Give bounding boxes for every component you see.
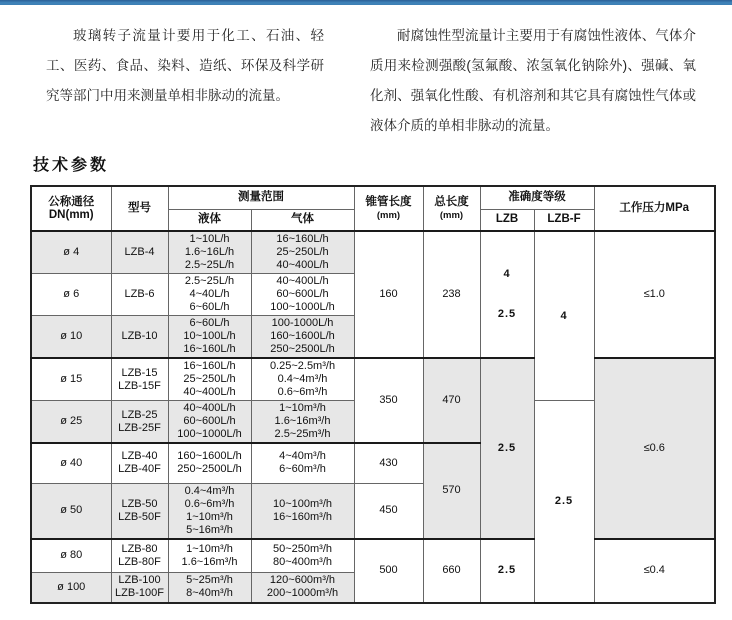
cell-liquid: 0.4~4m³/h 0.6~6m³/h 1~10m³/h 5~16m³/h — [168, 483, 251, 539]
cell-liquid: 40~400L/h 60~600L/h 100~1000L/h — [168, 401, 251, 444]
col-header-cone-unit: (mm) — [376, 209, 401, 221]
cell-liquid: 16~160L/h 25~250L/h 40~400L/h — [168, 358, 251, 401]
cell-total-length: 470 — [423, 358, 480, 443]
cell-dn: ø 50 — [31, 483, 111, 539]
cell-cone-length: 160 — [354, 231, 423, 358]
cell-dn: ø 25 — [31, 401, 111, 444]
intro-section — [0, 5, 732, 141]
table-row — [31, 539, 715, 573]
cell-gas: 4~40m³/h 6~60m³/h — [251, 443, 354, 483]
cell-gas: 100-1000L/h 160~1600L/h 250~2500L/h — [251, 316, 354, 359]
cell-pressure: ≤0.6 — [594, 358, 715, 539]
cell-gas: 16~160L/h 25~250L/h 40~400L/h — [251, 231, 354, 274]
cell-dn: ø 40 — [31, 443, 111, 483]
col-header-total-label: 总长度 — [434, 195, 469, 208]
cell-pressure: ≤1.0 — [594, 231, 715, 358]
col-header-accuracy: 准确度等级 — [480, 186, 594, 209]
cell-model: LZB-6 — [111, 274, 168, 316]
col-header-gas: 气体 — [251, 209, 354, 231]
intro-paragraph-right: 耐腐蚀性型流量计主要用于有腐蚀性液体、气体介质用来检测强酸(氢氟酸、浓氢氧化钠除外)、强碱、氧化剂、强氧化性酸、有机溶剂和其它具有腐蚀性气体或液体介质的单相非脉动的流量。 — [370, 28, 696, 133]
cell-gas: 120~600m³/h 200~1000m³/h — [251, 573, 354, 603]
cell-dn: ø 80 — [31, 539, 111, 573]
cell-gas: 50~250m³/h 80~400m³/h — [251, 539, 354, 573]
cell-liquid: 1~10L/h 1.6~16L/h 2.5~25L/h — [168, 231, 251, 274]
cell-model: LZB-80 LZB-80F — [111, 539, 168, 573]
cell-model: LZB-15 LZB-15F — [111, 358, 168, 401]
cell-liquid: 2.5~25L/h 4~40L/h 6~60L/h — [168, 274, 251, 316]
cell-cone-length: 500 — [354, 539, 423, 603]
cell-cone-length: 450 — [354, 483, 423, 539]
col-header-cone-label: 锥管长度 — [365, 195, 412, 208]
cell-model: LZB-4 — [111, 231, 168, 274]
cell-dn: ø 4 — [31, 231, 111, 274]
cell-pressure: ≤0.4 — [594, 539, 715, 603]
cell-model: LZB-25 LZB-25F — [111, 401, 168, 444]
cell-liquid: 160~1600L/h 250~2500L/h — [168, 443, 251, 483]
cell-dn: ø 15 — [31, 358, 111, 401]
col-header-dn — [31, 186, 111, 231]
col-header-total-length — [423, 186, 480, 231]
cell-liquid: 5~25m³/h 8~40m³/h — [168, 573, 251, 603]
specs-table — [30, 185, 716, 604]
table-row — [31, 358, 715, 401]
cell-accuracy-lzb: 4 2.5 — [480, 231, 534, 358]
cell-liquid: 6~60L/h 10~100L/h 16~160L/h — [168, 316, 251, 359]
cell-cone-length: 350 — [354, 358, 423, 443]
col-header-cone-length — [354, 186, 423, 231]
cell-dn: ø 6 — [31, 274, 111, 316]
col-header-lzb: LZB — [480, 209, 534, 231]
col-header-dn-label: 公称通径 — [48, 195, 95, 208]
cell-dn: ø 100 — [31, 573, 111, 603]
cell-total-length: 660 — [423, 539, 480, 603]
cell-model: LZB-100 LZB-100F — [111, 573, 168, 603]
cell-liquid: 1~10m³/h 1.6~16m³/h — [168, 539, 251, 573]
col-header-total-unit: (mm) — [439, 209, 464, 221]
cell-gas: 0.25~2.5m³/h 0.4~4m³/h 0.6~6m³/h — [251, 358, 354, 401]
col-header-model: 型号 — [111, 186, 168, 231]
cell-accuracy-lzb: 2.5 — [480, 539, 534, 603]
cell-accuracy-lzbf: 2.5 — [534, 401, 594, 603]
col-header-liquid: 液体 — [168, 209, 251, 231]
cell-dn: ø 10 — [31, 316, 111, 359]
table-row — [31, 231, 715, 274]
intro-paragraph-left: 玻璃转子流量计要用于化工、石油、轻工、医药、食品、染料、造纸、环保及科学研究等部门中用来测量单相非脉动的流量。 — [46, 28, 324, 103]
cell-total-length: 238 — [423, 231, 480, 358]
cell-accuracy-lzbf: 4 — [534, 231, 594, 401]
col-header-lzbf: LZB-F — [534, 209, 594, 231]
section-title: 技术参数 — [33, 157, 110, 174]
cell-model: LZB-40 LZB-40F — [111, 443, 168, 483]
cell-gas: 1~10m³/h 1.6~16m³/h 2.5~25m³/h — [251, 401, 354, 444]
col-header-range: 测量范围 — [168, 186, 354, 209]
cell-gas: 40~400L/h 60~600L/h 100~1000L/h — [251, 274, 354, 316]
table-header — [31, 186, 715, 231]
cell-cone-length: 430 — [354, 443, 423, 483]
cell-model: LZB-10 — [111, 316, 168, 359]
cell-total-length: 570 — [423, 443, 480, 539]
cell-accuracy-lzb: 2.5 — [480, 358, 534, 539]
col-header-pressure: 工作压力MPa — [594, 186, 715, 231]
cell-model: LZB-50 LZB-50F — [111, 483, 168, 539]
cell-gas: 10~100m³/h 16~160m³/h — [251, 483, 354, 539]
col-header-dn-unit: DN(mm) — [48, 208, 94, 221]
